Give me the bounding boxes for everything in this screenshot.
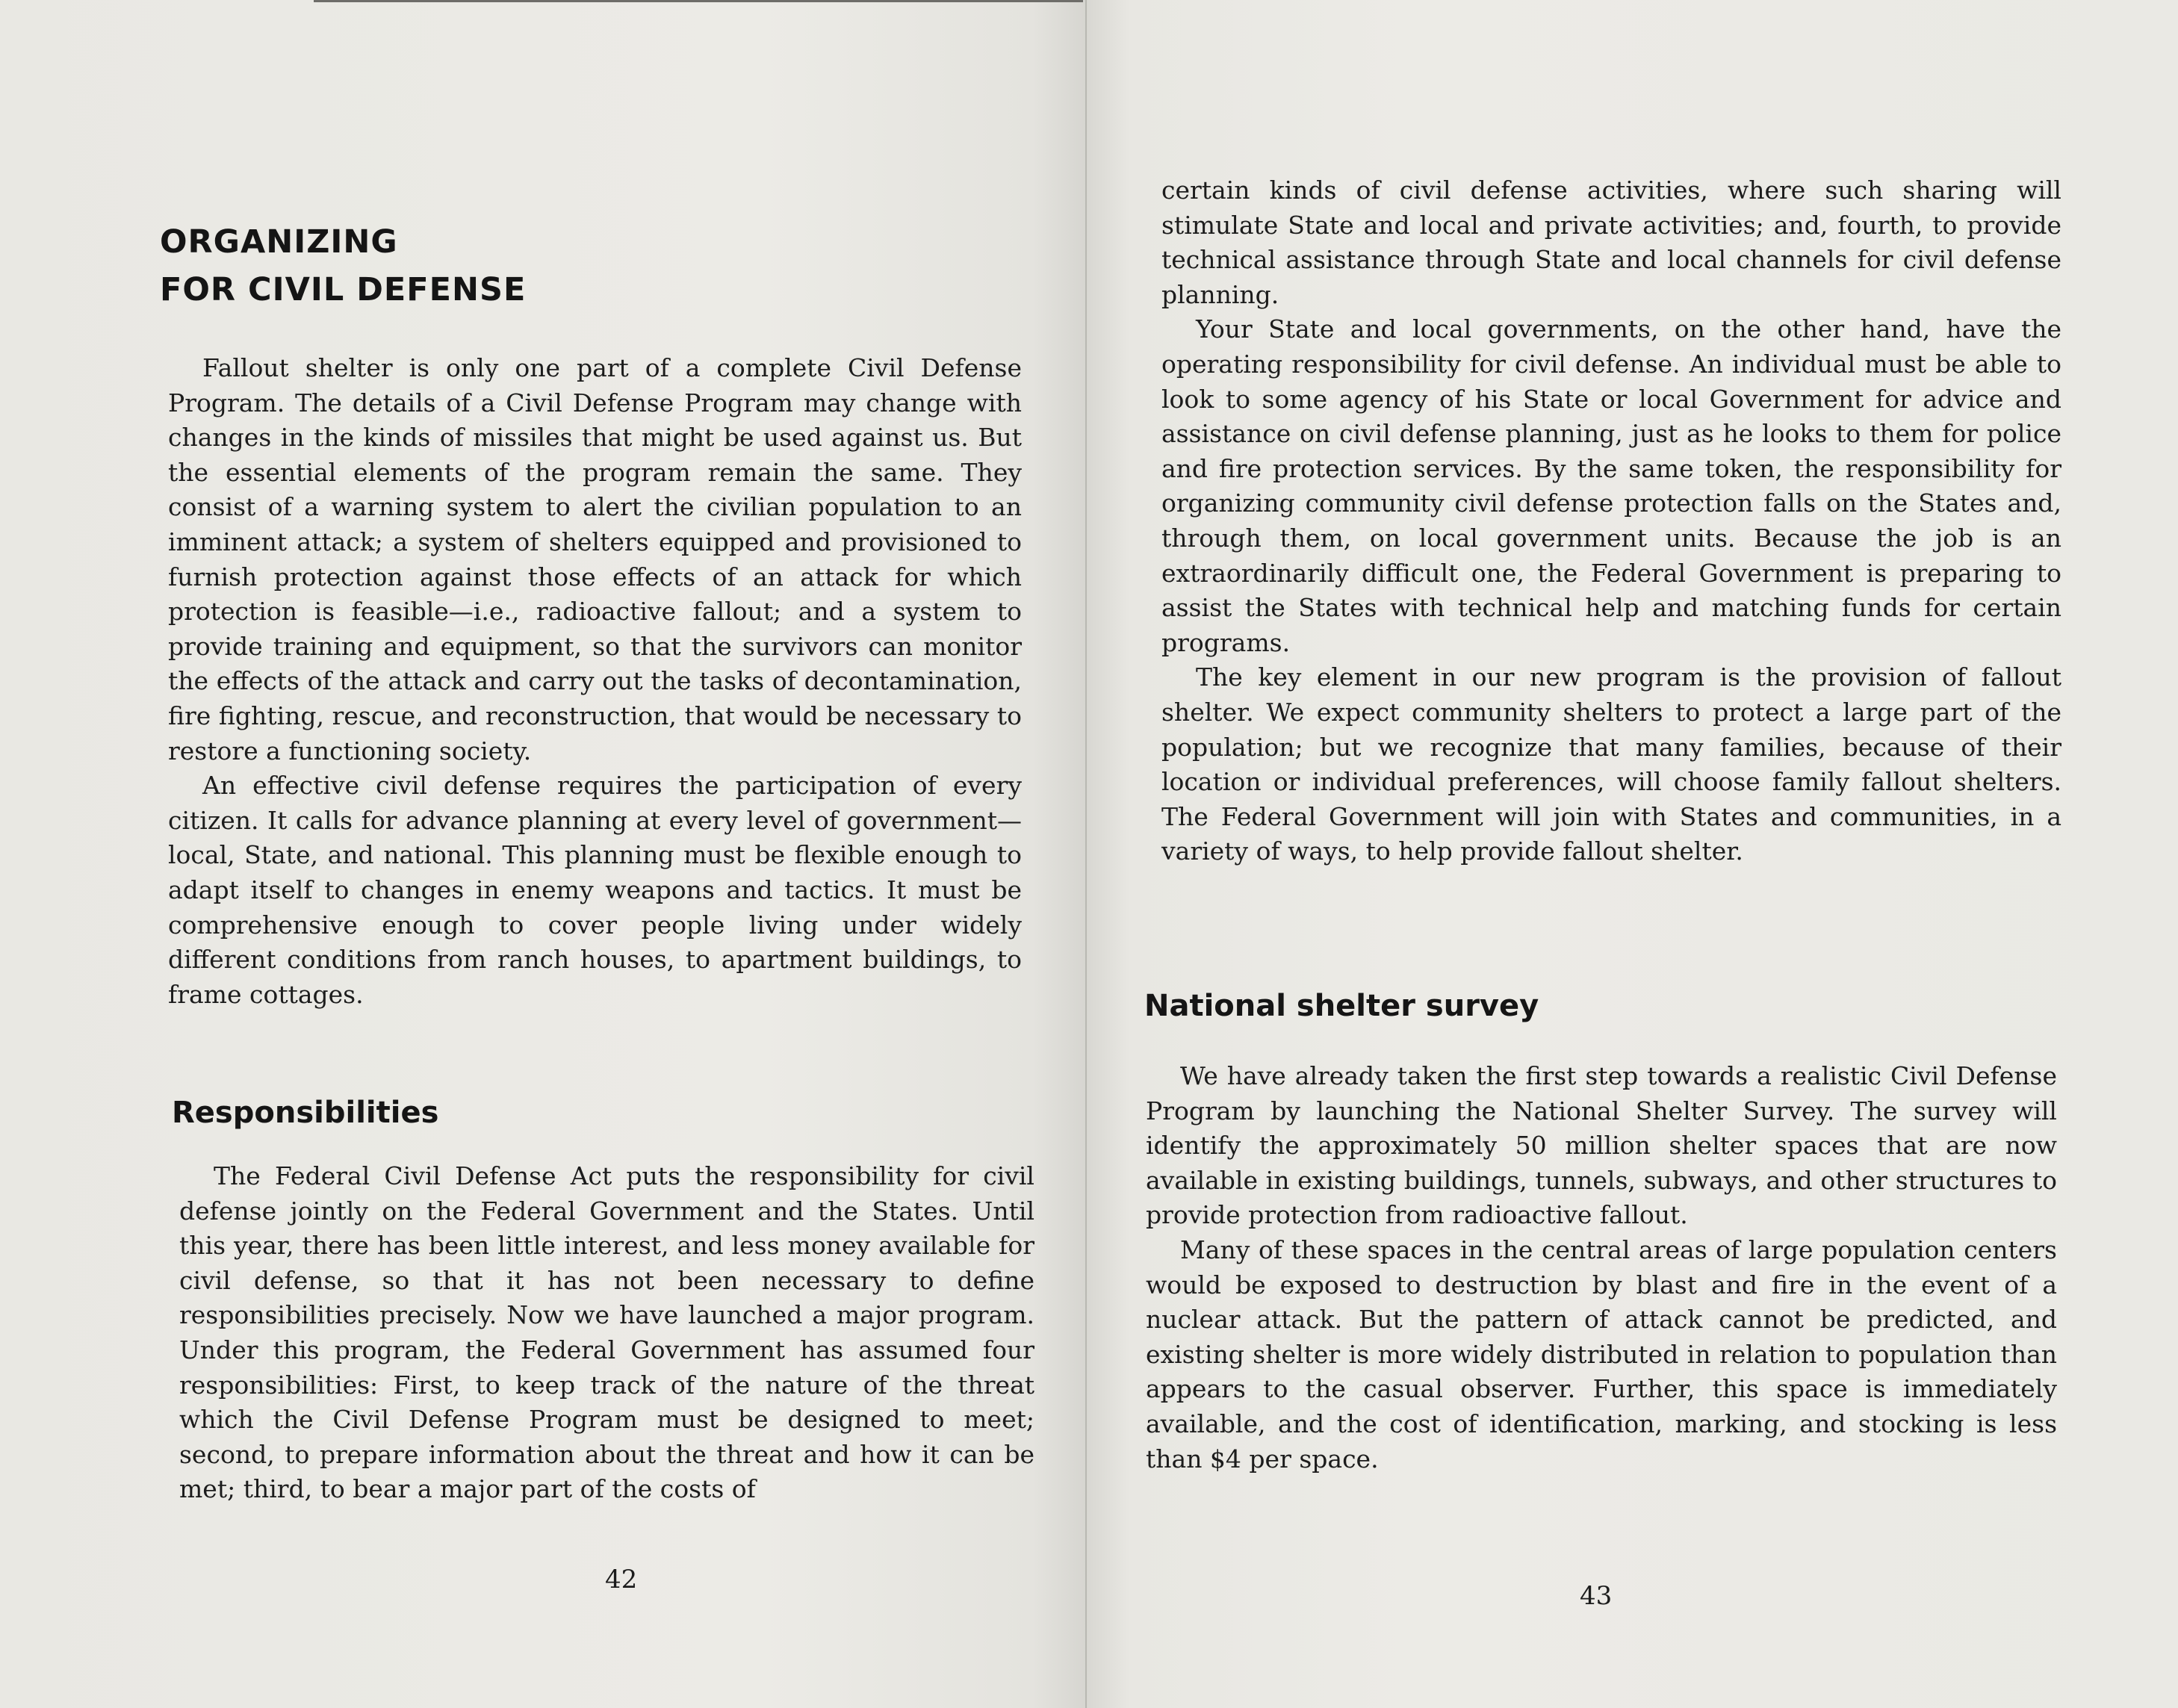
paragraph: The Federal Civil Defense Act puts the responsibility for civil defense jointly on the Federal Government and the States. Until this year, there has been little interest, and less money available for civil defense, so that it has not been necessary to define responsibilities precisely. Now we have launched a major program. Under this program, the Federal Government has assumed four responsibilities: First, to keep track of the nature of the threat which the Civil Defense Program must be designed to meet; second, to prepare information about the threat and how it can be met; third, to bear a major part of the costs of — [179, 1161, 1034, 1504]
chapter-heading-line2: FOR CIVIL DEFENSE — [160, 271, 527, 308]
paragraph: Many of these spaces in the central areas of large population centers would be exposed to destruction by blast and fire in the event of a nuclear attack. But the pattern of attack cannot be predicted, and existing shelter is more widely distributed in relation to population than appears to the casual observer. Further, this space is immediately available, and the cost of identification, marking, and stocking is less than $4 per space. — [1146, 1235, 2057, 1473]
left-page — [0, 0, 1087, 1708]
paragraph: Fallout shelter is only one part of a complete Civil Defense Program. The details of a Civil Defense Program may change with changes in the kinds of missiles that might be used against us. But the essential elements of the program remain the same. They consist of a warning system to alert the civilian population to an imminent attack; a system of shelters equipped and provisioned to furnish protection against those effects of an attack for which protection is feasible—i.e., radioactive fallout; and a system to provide training and equipment, so that the survivors can monitor the effects of the attack and carry out the tasks of decontamination, fire fighting, rescue, and reconstruction, that would be necessary to restore a functioning society. — [168, 353, 1022, 766]
page-number: 43 — [1580, 1581, 1613, 1611]
page-top-edge — [314, 0, 1083, 2]
paragraph: certain kinds of civil defense activities, where such sharing will stimulate State and local and private activities; and, fourth, to provide technical assistance through State and local channels for civil defense planning. — [1161, 176, 2061, 309]
right-body-text — [1161, 173, 2061, 869]
chapter-heading — [160, 218, 526, 314]
paragraph: The key element in our new program is the provision of fallout shelter. We expect community shelters to protect a large part of the population; but we recognize that many families, because of their location or individual preferences, will choose family fallout shelters. The Federal Government will join with States and communities, in a variety of ways, to help provide fallout shelter. — [1161, 662, 2061, 866]
right-body-text-2 — [1146, 1059, 2057, 1476]
right-page — [1087, 0, 2178, 1708]
paragraph: We have already taken the first step towards a realistic Civil Defense Program by launching the National Shelter Survey. The survey will identify the approximately 50 million shelter spaces that are now available in existing buildings, tunnels, subways, and other structures to provide protection from radioactive fallout. — [1146, 1061, 2057, 1230]
chapter-heading-line1: ORGANIZING — [160, 223, 398, 261]
left-body-text — [168, 351, 1022, 1012]
paragraph: Your State and local governments, on the other hand, have the operating responsibility for civil defense. An individual must be able to look to some agency of his State or local Government for advice and assistance on civil defense planning, just as he looks to them for police and fire protection services. By the same token, the responsibility for organizing community civil defense protection falls on the States and, through them, on local government units. Because the job is an extraordinarily difficult one, the Federal Government is preparing to assist the States with technical help and matching funds for certain programs. — [1161, 314, 2061, 657]
left-body-text-2 — [179, 1159, 1034, 1507]
section-heading-responsibilities: Responsibilities — [172, 1096, 439, 1130]
section-heading-national-shelter-survey: National shelter survey — [1144, 989, 1539, 1023]
page-number: 42 — [605, 1565, 638, 1594]
paragraph: An effective civil defense requires the participation of every citizen. It calls for advance planning at every level of government—local, State, and national. This planning must be flexible enough to adapt itself to changes in enemy weapons and tactics. It must be comprehensive enough to cover people living under widely different conditions from ranch houses, to apartment buildings, to frame cottages. — [168, 771, 1022, 1009]
